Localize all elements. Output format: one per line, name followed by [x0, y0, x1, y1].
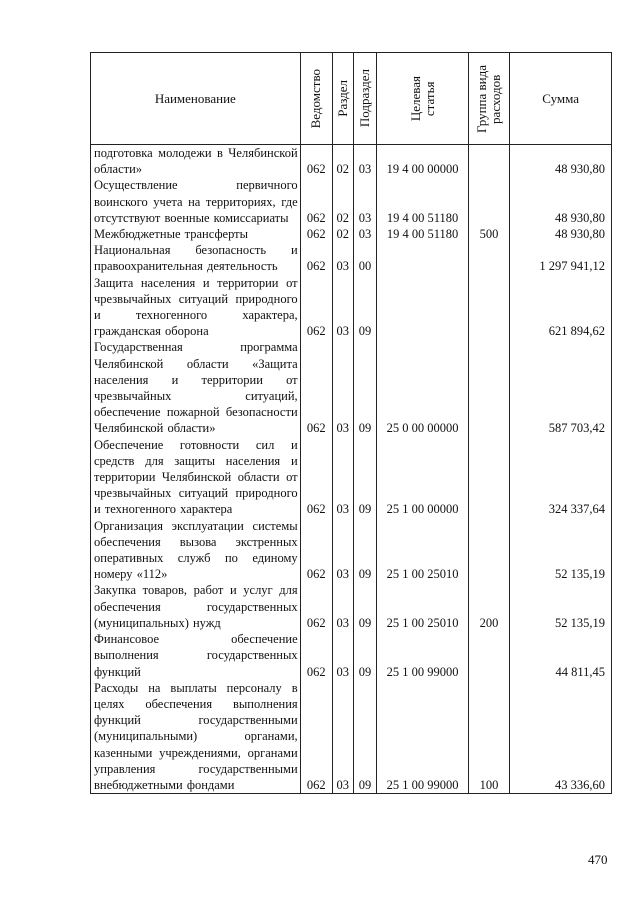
cell-summa: 48 930,80: [510, 177, 612, 226]
header-name: Наименование: [91, 53, 301, 145]
table-header-row: [91, 53, 612, 145]
cell-summa: 621 894,62: [510, 275, 612, 340]
cell-summa: 52 135,19: [510, 518, 612, 583]
cell-razdel: 03: [332, 242, 353, 274]
cell-ved: 062: [300, 242, 332, 274]
cell-ved: 062: [300, 275, 332, 340]
cell-podrazdel: 09: [353, 582, 377, 631]
cell-name: подготовка молодежи в Челябинской области»: [91, 145, 301, 178]
cell-name: Закупка товаров, работ и услуг для обеспечения государственных (муниципальных) нужд: [91, 582, 301, 631]
header-summa: Сумма: [510, 53, 612, 145]
cell-podrazdel: 09: [353, 518, 377, 583]
cell-gruppa: [468, 177, 510, 226]
cell-razdel: 02: [332, 177, 353, 226]
cell-gruppa: 100: [468, 680, 510, 794]
cell-summa: 43 336,60: [510, 680, 612, 794]
cell-ved: 062: [300, 226, 332, 242]
cell-razdel: 03: [332, 275, 353, 340]
cell-name: Национальная безопасность и правоохранительная деятельность: [91, 242, 301, 274]
cell-podrazdel: 09: [353, 437, 377, 518]
header-vedomstvo: [300, 53, 332, 145]
cell-celevaya: 19 4 00 00000: [377, 145, 468, 178]
header-gruppa-vida-rashodov: [468, 53, 510, 145]
cell-summa: 52 135,19: [510, 582, 612, 631]
header-gruppa-line2: расходов: [488, 73, 503, 124]
cell-gruppa: [468, 242, 510, 274]
table-row: [91, 631, 612, 680]
cell-razdel: 03: [332, 339, 353, 436]
cell-gruppa: [468, 145, 510, 178]
cell-celevaya: 19 4 00 51180: [377, 226, 468, 242]
table-row: [91, 518, 612, 583]
cell-ved: 062: [300, 582, 332, 631]
cell-name: Защита населения и территории от чрезвычайных ситуаций природного и техногенного характера, гражданская оборона: [91, 275, 301, 340]
header-gruppa-line1: Группа вида: [474, 64, 489, 133]
cell-razdel: 03: [332, 631, 353, 680]
cell-summa: 44 811,45: [510, 631, 612, 680]
header-podrazdel: [353, 53, 377, 145]
header-celevaya-statya: [377, 53, 468, 145]
budget-table: [90, 52, 612, 794]
cell-celevaya: 25 1 00 99000: [377, 631, 468, 680]
cell-gruppa: 500: [468, 226, 510, 242]
cell-gruppa: [468, 339, 510, 436]
cell-ved: 062: [300, 339, 332, 436]
cell-razdel: 03: [332, 437, 353, 518]
header-razdel-label: Раздел: [334, 80, 350, 117]
cell-celevaya: 25 1 00 00000: [377, 437, 468, 518]
cell-ved: 062: [300, 680, 332, 794]
cell-summa: 1 297 941,12: [510, 242, 612, 274]
cell-name: Обеспечение готовности сил и средств для защиты населения и территории Челябинской области от чрезвычайных ситуаций природного и техногенного характера: [91, 437, 301, 518]
cell-podrazdel: 09: [353, 339, 377, 436]
table-row: [91, 582, 612, 631]
page-number: 470: [588, 852, 608, 867]
table-row: [91, 680, 612, 794]
cell-podrazdel: 09: [353, 680, 377, 794]
header-celevaya-line2: статья: [421, 81, 437, 116]
cell-razdel: 02: [332, 145, 353, 178]
table-row: [91, 177, 612, 226]
cell-celevaya: [377, 275, 468, 340]
cell-celevaya: 25 0 00 00000: [377, 339, 468, 436]
cell-name: Финансовое обеспечение выполнения государственных функций: [91, 631, 301, 680]
table-row: [91, 145, 612, 178]
cell-summa: 48 930,80: [510, 226, 612, 242]
cell-podrazdel: 03: [353, 177, 377, 226]
cell-podrazdel: 03: [353, 226, 377, 242]
cell-razdel: 03: [332, 518, 353, 583]
cell-celevaya: 25 1 00 25010: [377, 582, 468, 631]
budget-table-sheet: [90, 52, 612, 794]
cell-ved: 062: [300, 518, 332, 583]
cell-podrazdel: 09: [353, 631, 377, 680]
cell-summa: 48 930,80: [510, 145, 612, 178]
cell-celevaya: 25 1 00 99000: [377, 680, 468, 794]
table-row: [91, 275, 612, 340]
table-row: [91, 339, 612, 436]
cell-gruppa: 200: [468, 582, 510, 631]
header-vedomstvo-label: Ведомство: [308, 68, 324, 129]
cell-razdel: 03: [332, 680, 353, 794]
cell-celevaya: 25 1 00 25010: [377, 518, 468, 583]
header-podrazdel-label: Подраздел: [356, 69, 372, 128]
cell-name: Организация эксплуатации системы обеспечения вызова экстренных оперативных служб по единому номеру «112»: [91, 518, 301, 583]
cell-summa: 324 337,64: [510, 437, 612, 518]
cell-ved: 062: [300, 177, 332, 226]
cell-razdel: 03: [332, 582, 353, 631]
cell-name: Осуществление первичного воинского учета на территориях, где отсутствуют военные комиссариаты: [91, 177, 301, 226]
cell-name: Межбюджетные трансферты: [91, 226, 301, 242]
cell-summa: 587 703,42: [510, 339, 612, 436]
cell-name: Расходы на выплаты персоналу в целях обеспечения выполнения функций государственными (муниципальными) органами, казенными учреждениями, органами управления государственными внебюджетными фондами: [91, 680, 301, 794]
cell-name: Государственная программа Челябинской области «Защита населения и территории от чрезвычайных ситуаций, обеспечение пожарной безопасности Челябинской области»: [91, 339, 301, 436]
table-row: [91, 226, 612, 242]
cell-gruppa: [468, 518, 510, 583]
cell-ved: 062: [300, 631, 332, 680]
cell-celevaya: [377, 242, 468, 274]
table-row: [91, 242, 612, 274]
cell-podrazdel: 00: [353, 242, 377, 274]
cell-podrazdel: 09: [353, 275, 377, 340]
cell-gruppa: [468, 631, 510, 680]
cell-ved: 062: [300, 437, 332, 518]
cell-celevaya: 19 4 00 51180: [377, 177, 468, 226]
table-row: [91, 437, 612, 518]
header-razdel: [332, 53, 353, 145]
cell-ved: 062: [300, 145, 332, 178]
header-celevaya-line1: Целевая: [407, 75, 423, 122]
cell-podrazdel: 03: [353, 145, 377, 178]
cell-gruppa: [468, 437, 510, 518]
cell-gruppa: [468, 275, 510, 340]
cell-razdel: 02: [332, 226, 353, 242]
